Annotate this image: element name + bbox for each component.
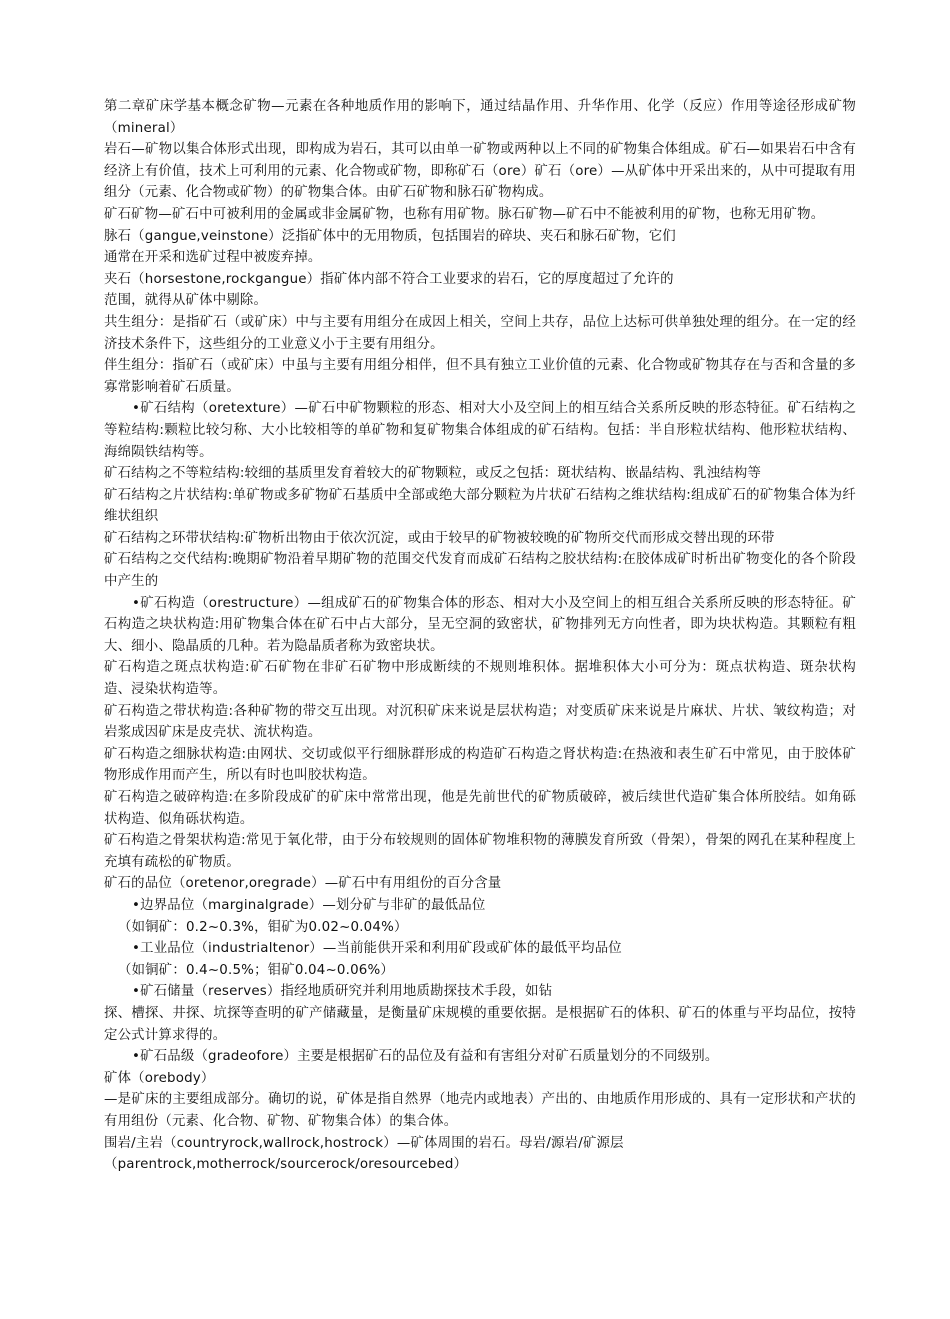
- paragraph: 夹石（horsestone,rockgangue）指矿体内部不符合工业要求的岩石，它的厚度超过了允许的: [104, 271, 674, 287]
- paragraph: •矿石构造（orestructure）—组成矿石的矿物集合体的形态、相对大小及空间上的相互组合关系所反映的形态特征。矿石构造之块状构造:用矿物集合体在矿石中占大部分，呈无空洞的致密状，矿物排列无方向性者，即为块状构造。其颗粒有粗大、细小、隐晶质的几种。若为隐晶质者称为致密块状。: [104, 595, 856, 654]
- paragraph: •矿石品级（gradeofore）主要是根据矿石的品位及有益和有害组分对矿石质量划分的不同级别。: [132, 1049, 719, 1065]
- paragraph: —是矿床的主要组成部分。确切的说，矿体是指自然界（地壳内或地表）产出的、由地质作用形成的、具有一定形状和产状的有用组份（元素、化合物、矿物、矿物集合体）的集合体。: [104, 1092, 856, 1129]
- paragraph: 矿石结构之交代结构:晚期矿物沿着早期矿物的范围交代发育而成矿石结构之胶状结构:在胶体成矿时析出矿物变化的各个阶段中产生的: [104, 552, 856, 590]
- paragraph: 围岩/主岩（countryrock,wallrock,hostrock）—矿体周围的岩石。母岩/源岩/矿源层: [104, 1135, 624, 1151]
- paragraph: 第二章矿床学基本概念矿物—元素在各种地质作用的影响下，通过结晶作用、升华作用、化学（反应）作用等途径形成矿物（mineral）: [104, 99, 856, 136]
- paragraph: 矿石结构之环带状结构:矿物析出物由于依次沉淀，或由于较早的矿物被较晚的矿物所交代而形成交替出现的环带: [104, 530, 775, 546]
- paragraph: 矿石结构之不等粒结构:较细的基质里发育着较大的矿物颗粒，或反之包括：斑状结构、嵌晶结构、乳浊结构等: [104, 466, 762, 482]
- paragraph: •工业品位（industrialtenor）—当前能供开采和利用矿段或矿体的最低平均品位: [132, 941, 622, 957]
- paragraph: 矿石矿物—矿石中可被利用的金属或非金属矿物，也称有用矿物。脉石矿物—矿石中不能被利用的矿物，也称无用矿物。: [104, 206, 825, 222]
- paragraph: 矿体（orebody）: [104, 1070, 215, 1086]
- paragraph: 矿石构造之破碎构造:在多阶段成矿的矿床中常常出现，他是先前世代的矿物质破碎，被后续世代造矿集合体所胶结。如角砾状构造、似角砾状构造。: [104, 790, 856, 827]
- paragraph: 脉石（gangue,veinstone）泛指矿体中的无用物质，包括围岩的碎块、夹石和脉石矿物，它们: [104, 228, 676, 244]
- paragraph: 矿石结构之片状结构:单矿物或多矿物矿石基质中全部或绝大部分颗粒为片状矿石结构之维状结构:组成矿石的矿物集合体为纤维状组织: [104, 487, 856, 525]
- paragraph: 通常在开采和选矿过程中被废弃掉。: [104, 250, 322, 266]
- paragraph: （如铜矿：0.4~0.5%；钼矿0.04~0.06%）: [118, 962, 395, 978]
- paragraph: •矿石结构（oretexture）—矿石中矿物颗粒的形态、相对大小及空间上的相互结合关系所反映的形态特征。矿石结构之等粒结构:颗粒比较匀称、大小比较相等的单矿物和复矿物集合体组成的矿石结构。包括：半自形粒状结构、他形粒状结构、海绵陨铁结构等。: [104, 401, 856, 460]
- paragraph: •边界品位（marginalgrade）—划分矿与非矿的最低品位: [132, 897, 486, 913]
- paragraph: 伴生组分：指矿石（或矿床）中虽与主要有用组分相伴，但不具有独立工业价值的元素、化合物或矿物其存在与否和含量的多寡常影响着矿石质量。: [104, 358, 856, 395]
- paragraph: 共生组分：是指矿石（或矿床）中与主要有用组分在成因上相关，空间上共存，品位上达标可供单独处理的组分。在一定的经济技术条件下，这些组分的工业意义小于主要有用组分。: [104, 314, 856, 352]
- paragraph: 矿石构造之骨架状构造:常见于氧化带，由于分布较规则的固体矿物堆积物的薄膜发育所致（骨架），骨架的网孔在某种程度上充填有疏松的矿物质。: [104, 833, 856, 870]
- paragraph: 矿石构造之细脉状构造:由网状、交切或似平行细脉群形成的构造矿石构造之肾状构造:在热液和表生矿石中常见，由于胶体矿物形成作用而产生，所以有时也叫胶状构造。: [104, 746, 856, 784]
- paragraph: 矿石构造之带状构造:各种矿物的带交互出现。对沉积矿床来说是层状构造；对变质矿床来说是片麻状、片状、皱纹构造；对岩浆成因矿床是皮壳状、流状构造。: [104, 703, 856, 741]
- paragraph: 探、槽探、井探、坑探等查明的矿产储藏量，是衡量矿床规模的重要依据。是根据矿石的体积、矿石的体重与平均品位，按特定公式计算求得的。: [104, 1005, 856, 1043]
- paragraph: 矿石构造之斑点状构造:矿石矿物在非矿石矿物中形成断续的不规则堆积体。据堆积体大小可分为：斑点状构造、斑杂状构造、浸染状构造等。: [104, 660, 856, 698]
- paragraph: 范围，就得从矿体中剔除。: [104, 293, 268, 309]
- paragraph: 矿石的品位（oretenor,oregrade）—矿石中有用组份的百分含量: [104, 876, 502, 892]
- paragraph: （parentrock,motherrock/sourcerock/oresourcebed）: [104, 1157, 468, 1173]
- document-page: [104, 96, 856, 1176]
- paragraph: •矿石储量（reserves）指经地质研究并利用地质勘探技术手段，如钻: [132, 984, 553, 1000]
- paragraph: （如铜矿：0.2~0.3%，钼矿为0.02~0.04%）: [118, 919, 408, 935]
- paragraph: 岩石—矿物以集合体形式出现，即构成为岩石，其可以由单一矿物或两种以上不同的矿物集合体组成。矿石—如果岩石中含有经济上有价值，技术上可利用的元素、化合物或矿物，即称矿石（ore）矿石（ore）—从矿体中开采出来的，从中可提取有用组分（元素、化合物或矿物）的矿物集合体。由矿石矿物和脉石矿物构成。: [104, 142, 856, 201]
